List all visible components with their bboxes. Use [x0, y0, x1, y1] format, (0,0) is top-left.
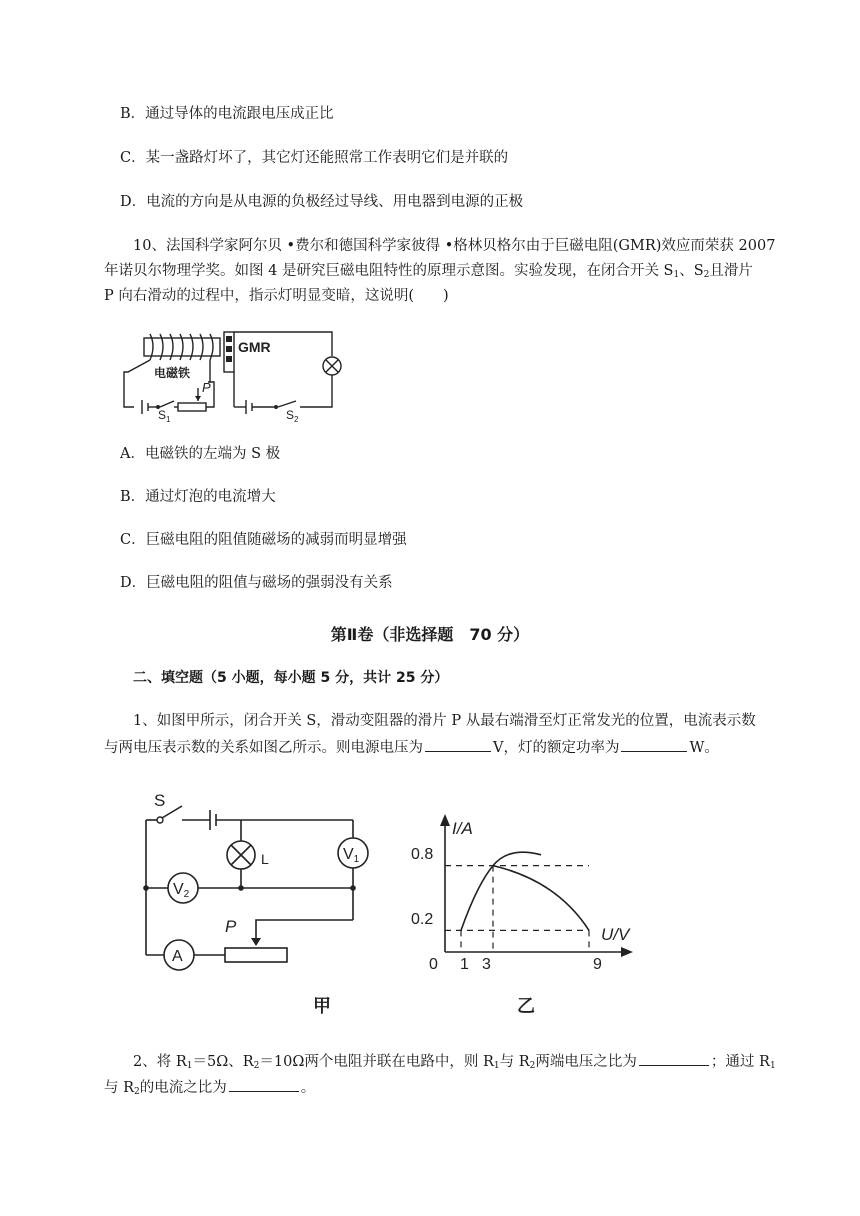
ytick-0-2: 0.2 [411, 911, 434, 928]
x-axis-label: U/V [601, 925, 630, 944]
q10-option-b: B．通过灯泡的电流增大 [120, 489, 276, 505]
xtick-3: 3 [482, 956, 491, 973]
ytick-0-8: 0.8 [411, 846, 434, 863]
q9-option-c: C．某一盏路灯坏了，其它灯还能照常工作表明它们是并联的 [120, 150, 509, 166]
v2-label: V2 [173, 881, 190, 900]
ammeter-label: A [172, 948, 183, 965]
gmr-label: GMR [238, 339, 271, 355]
s2-label: $S_2$ [286, 408, 299, 424]
section-title: 第Ⅱ卷（非选择题 70 分） [330, 625, 530, 644]
answer-blank-voltage-ratio[interactable] [639, 1051, 709, 1066]
q10-stem-line2: 年诺贝尔物理学奖。如图 4 是研究巨磁电阻特性的原理示意图。实验发现，在闭合开关 $S_1$、$S_2$且滑片 [104, 263, 753, 280]
circuit-figure-jia [128, 780, 378, 1020]
fill1-stem-line2: 与两电压表示数的关系如图乙所示。则电源电压为 V，灯的额定功率为 W。 [104, 737, 719, 758]
q9-option-d: D．电流的方向是从电源的负极经过导线、用电器到电源的正极 [120, 194, 524, 210]
q10-option-c: C．巨磁电阻的阻值随磁场的减弱而明显增强 [120, 532, 407, 548]
fill1-stem-line1: 1、如图甲所示，闭合开关 S，滑动变阻器的滑片 P 从最右端滑至灯正常发光的位置，电流表示数 [133, 713, 756, 729]
switch-s2 [278, 401, 296, 407]
slider-p-label-jia: P [225, 917, 237, 936]
xtick-9: 9 [593, 956, 602, 973]
iv-graph-yi [405, 812, 655, 1022]
answer-blank-current-ratio[interactable] [229, 1077, 299, 1092]
fill2-stem-line1: 2、将 $R_1=5\Omega$、$R_2=10\Omega$两个电阻并联在电路中，则 $R_1$与 $R_2$两端电压之比为 ；通过 $R_1$ [133, 1051, 776, 1076]
x-axis-arrow [621, 947, 633, 957]
slider-p-label: P [202, 380, 211, 395]
switch-s1 [160, 401, 174, 407]
fill2-stem-line2: 与 $R_2$的电流之比为 。 [104, 1077, 315, 1102]
lamp-l-label: L [261, 851, 269, 867]
answer-blank-power[interactable] [621, 737, 687, 752]
s1-label: $S_1$ [158, 408, 171, 424]
figure-caption-jia: 甲 [313, 996, 331, 1016]
xtick-1: 1 [460, 956, 469, 973]
origin-label: 0 [429, 956, 438, 973]
q10-stem-line1: 10、法国科学家阿尔贝 •费尔和德国科学家彼得 •格林贝格尔由于巨磁电阻(GMR)效应而荣获 2007 [133, 238, 776, 254]
figure-caption-yi: 乙 [517, 996, 535, 1016]
rheostat-p [225, 948, 287, 962]
q10-option-a: A．电磁铁的左端为 S 极 [120, 446, 281, 462]
rheostat [178, 403, 206, 411]
q10-stem-line3: P 向右滑动的过程中，指示灯明显变暗，这说明( ) [104, 288, 449, 304]
section-subtitle: 二、填空题（5 小题，每小题 5 分，共计 25 分） [133, 670, 449, 686]
y-axis-label: I/A [452, 819, 473, 838]
series-lamp-curve [461, 852, 541, 930]
series-rheostat-curve [493, 866, 589, 931]
q9-option-b: B．通过导体的电流跟电压成正比 [120, 106, 334, 122]
v1-label: V1 [343, 846, 360, 865]
switch-s-label: S [154, 791, 166, 810]
answer-blank-voltage[interactable] [425, 737, 491, 752]
gmr-circuit-figure [110, 322, 350, 424]
y-axis-arrow [440, 814, 450, 826]
q10-option-d: D．巨磁电阻的阻值与磁场的强弱没有关系 [120, 575, 393, 591]
electromagnet-label: 电磁铁 [154, 366, 191, 380]
